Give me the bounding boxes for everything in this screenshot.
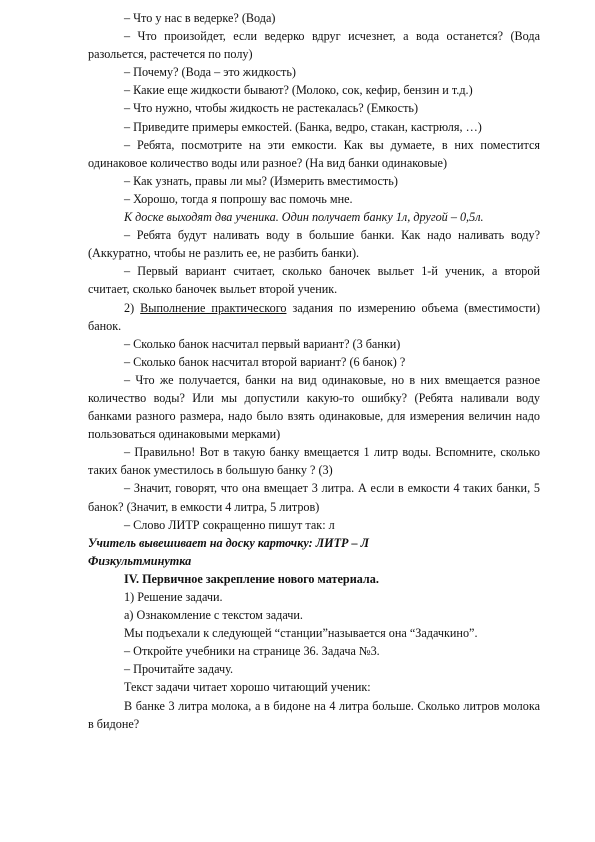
dialogue-line: – Что же получается, банки на вид одинаковые, но в них вмещается разное количество воды? Или мы допустили какую-то ошибку? (Ребята наливали воду банками разного размера, надо было взять одинаковые, для измерения величин надо пользоваться одинаковыми мерками) [88,372,540,442]
dialogue-line: – Что произойдет, если ведерко вдруг исчезнет, а вода останется? (Вода разольется, растечется по полу) [88,29,540,62]
section-heading: IV. Первичное закрепление нового материала. [124,571,379,586]
dialogue-line: – Как узнать, правы ли мы? (Измерить вместимость) [124,173,398,188]
physical-break-label: Физкультминутка [88,553,192,568]
task-title-underlined: Выполнение практического [140,300,287,315]
dialogue-line: – Что у нас в ведерке? (Вода) [124,11,276,25]
dialogue-line: – Приведите примеры емкостей. (Банка, ведро, стакан, кастрюля, …) [124,119,482,134]
dialogue-line: – Что нужно, чтобы жидкость не растекалась? (Емкость) [124,101,419,116]
stage-direction: К доске выходят два ученика. Один получает банку 1л, другой – 0,5л. [124,210,484,225]
dialogue-line: – Сколько банок насчитал первый вариант? (3 банки) [124,336,401,351]
dialogue-line: – Слово ЛИТР сокращенно пишут так: л [124,517,335,532]
dialogue-line: – Откройте учебники на странице 36. Задача №3. [124,644,380,659]
dialogue-line: – Ребята, посмотрите на эти емкости. Как вы думаете, в них поместится одинаковое количество воды или разное? (На вид банки одинаковые) [88,137,540,170]
teacher-note: Учитель вывешивает на доску карточку: ЛИТР – Л [88,535,370,550]
dialogue-line: – Прочитайте задачу. [124,662,234,677]
document-body [88,9,540,733]
dialogue-line: – Первый вариант считает, сколько баночек выльет 1-й ученик, а второй считает, сколько баночек выльет второй ученик. [88,264,540,297]
dialogue-line: – Сколько банок насчитал второй вариант? (6 банок) ? [124,354,406,369]
problem-text: В банке 3 литра молока, а в бидоне на 4 литра больше. Сколько литров молока в бидоне? [88,698,540,731]
narration-line: Мы подъехали к следующей “станции”называется она “Задачкино”. [124,626,478,641]
dialogue-line: – Правильно! Вот в такую банку вмещается 1 литр воды. Вспомните, сколько таких банок уместилось в большую банку ? (3) [88,445,540,478]
step-subheading: а) Ознакомление с текстом задачи. [124,608,303,623]
task-number: 2) [124,300,141,315]
dialogue-line: – Какие еще жидкости бывают? (Молоко, сок, кефир, бензин и т.д.) [124,83,473,98]
task-heading [88,299,540,335]
task-title-rest: задания по измерению объема (вместимости) банок. [88,300,541,333]
dialogue-line: – Значит, говорят, что она вмещает 3 литра. А если в емкости 4 таких банки, 5 банок? (Значит, в емкости 4 литра, 5 литров) [88,481,540,514]
dialogue-line: – Почему? (Вода – это жидкость) [124,65,296,80]
narration-line: Текст задачи читает хорошо читающий ученик: [124,680,371,695]
dialogue-line: – Ребята будут наливать воду в большие банки. Как надо наливать воду? (Аккуратно, чтобы не разлить ее, не разбить банки). [88,228,540,261]
dialogue-line: – Хорошо, тогда я попрошу вас помочь мне. [124,191,353,206]
step-heading: 1) Решение задачи. [124,590,223,604]
